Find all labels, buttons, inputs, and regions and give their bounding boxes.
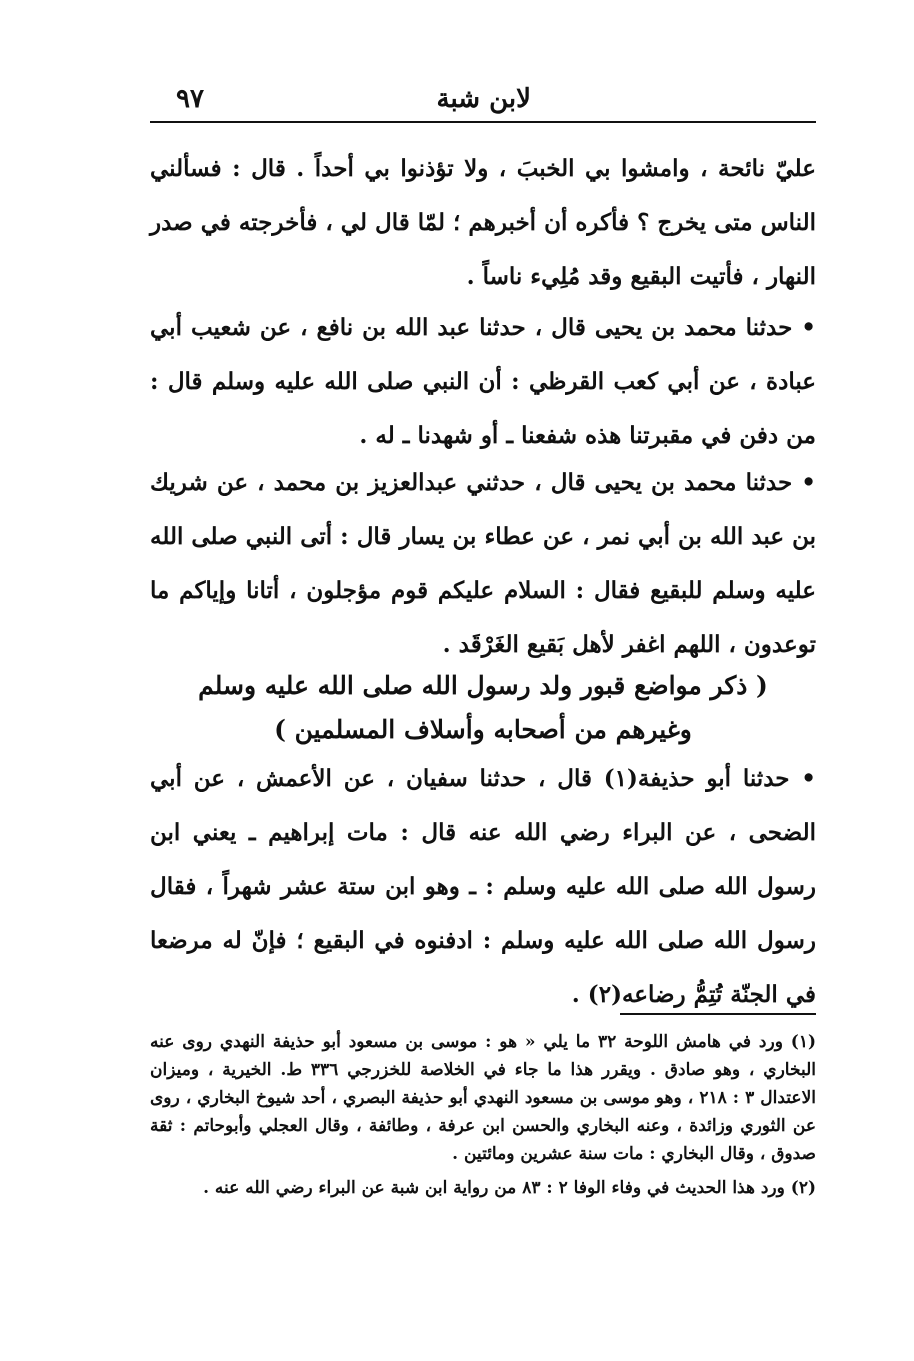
footnote-rule	[620, 1013, 816, 1015]
paragraph-text: • حدثنا محمد بن يحيى قال ، حدثني عبدالعزيز بن محمد ، عن شريك بن عبد الله بن أبي نمر ، عن عطاء بن يسار قال : أتى النبي صلى الله عليه وسلم للبقيع فقال : السلام عليكم قوم مؤجلون ، أتانا وإياكم ما توعدون ، اللهم اغفر لأهل بَقيع الغَرْقَد .	[150, 469, 816, 658]
page-number: ٩٧	[176, 84, 204, 114]
footnote-2: (٢) ورد هذا الحديث في وفاء الوفا ٢ : ٨٣ من رواية ابن شبة عن البراء رضي الله عنه .	[203, 1178, 816, 1198]
page-header	[150, 78, 816, 118]
paragraph-text: عليّ نائحة ، وامشوا بي الخببَ ، ولا تؤذنوا بي أحداً . قال : فسألني الناس متى يخرج ؟ فأكره أن أخبرهم ؛ لمّا قال لي ، فأخرجته في صدر النهار ، فأتيت البقيع وقد مُلِيء ناساً .	[150, 155, 816, 290]
paragraph-2	[150, 301, 816, 463]
section-title	[150, 664, 816, 752]
paragraph-4	[150, 752, 816, 1022]
footnote-1: (١) ورد في هامش اللوحة ٣٢ ما يلي « هو : موسى بن مسعود أبو حذيفة النهدي روى عنه البخاري ، وهو صادق . ويقرر هذا ما جاء في الخلاصة للخزرجي ٣٣٦ ط. الخيرية ، وميزان الاعتدال ٣ : ٢١٨ ، وهو موسى بن مسعود النهدي أبو حذيفة البصري ، أحد شيوخ البخاري ، روى عن الثوري وزائدة ، وعنه البخاري والحسن ابن عرفة ، وطائفة ، وقال العجلي وأبوحاتم : ثقة صدوق ، وقال البخاري : مات سنة عشرين ومائتين .	[150, 1032, 817, 1164]
section-title-line-2: وغيرهم من أصحابه وأسلاف المسلمين )	[274, 715, 692, 744]
running-title: لابن شبة	[436, 84, 531, 114]
paragraph-3	[150, 456, 816, 672]
header-rule	[150, 121, 816, 123]
paragraph-text: • حدثنا محمد بن يحيى قال ، حدثنا عبد الله بن نافع ، عن شعيب أبي عبادة ، عن أبي كعب القرظي : أن النبي صلى الله عليه وسلم قال : من دفن في مقبرتنا هذه شفعنا ـ أو شهدنا ـ له .	[150, 314, 816, 449]
paragraph-1	[150, 142, 816, 304]
footnotes	[150, 1028, 816, 1208]
paragraph-text: • حدثنا أبو حذيفة(١) قال ، حدثنا سفيان ، عن الأعمش ، عن أبي الضحى ، عن البراء رضي الله عنه قال : مات إبراهيم ـ يعني ابن رسول الله صلى الله عليه وسلم : ـ وهو ابن ستة عشر شهراً ، فقال رسول الله صلى الله عليه وسلم : ادفنوه في البقيع ؛ فإنّ له مرضعا في الجنّة تُتِمُّ رضاعه(٢) .	[150, 765, 817, 1008]
section-title-line-1: ( ذكر مواضع قبور ولد رسول الله صلى الله عليه وسلم	[198, 671, 768, 700]
